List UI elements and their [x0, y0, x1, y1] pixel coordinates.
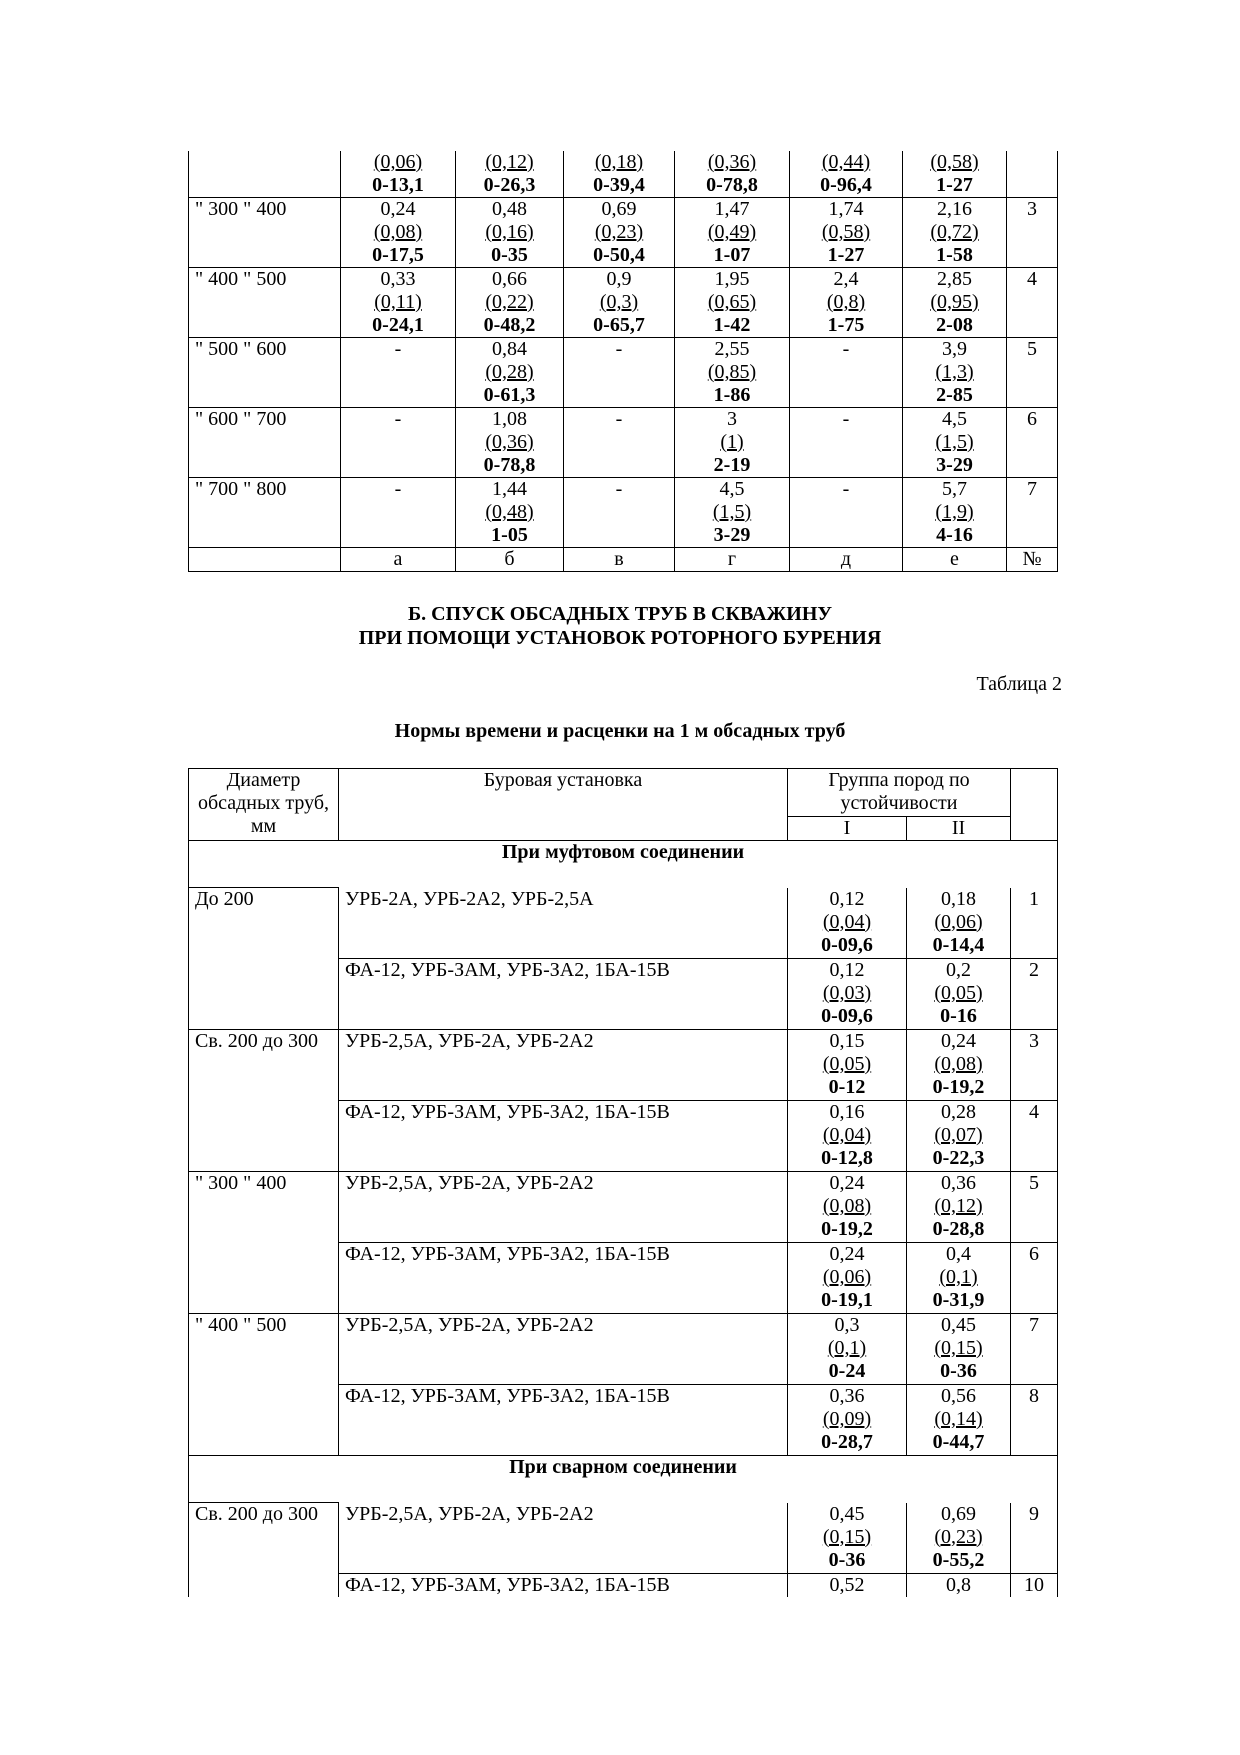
rate-paren-value: (0,85) — [707, 361, 757, 383]
value-cell — [564, 408, 675, 478]
value-cell — [564, 478, 675, 548]
value-cell — [675, 151, 790, 198]
rate-price-code: 3-29 — [936, 454, 973, 476]
value-cell — [341, 338, 456, 408]
rate-price-code: 0-48,2 — [483, 314, 536, 336]
group-i-cell — [788, 1314, 907, 1385]
rate-paren-value: (1,5) — [935, 431, 974, 453]
rate-paren-value: (0,48) — [485, 501, 534, 523]
rate-paren-value: (0,15) — [822, 1525, 872, 1548]
rate-value: 2,16 — [937, 198, 972, 220]
value-cell — [564, 151, 675, 198]
rate-price-code: 1-86 — [713, 384, 751, 406]
row-number: 2 — [1011, 959, 1058, 1030]
row-number: 10 — [1011, 1574, 1058, 1598]
rate-value: 0,69 — [941, 1502, 976, 1525]
rate-price-code: 1-05 — [491, 524, 528, 546]
rig-cell: ФА-12, УРБ-ЗАМ, УРБ-ЗА2, 1БА-15В — [339, 959, 788, 1030]
rate-paren-value: (0,08) — [373, 221, 423, 243]
value-cell — [675, 198, 790, 268]
rate-paren-value: (1,5) — [712, 501, 752, 523]
rate-price-code: 0-09,6 — [821, 1005, 873, 1027]
rate-paren-value: (0,06) — [934, 910, 983, 933]
group-i-cell — [788, 1574, 907, 1598]
table-row — [189, 338, 1058, 408]
rate-value: 0,4 — [946, 1243, 971, 1265]
group-ii-cell — [907, 1172, 1011, 1243]
rate-value: 0,3 — [834, 1314, 860, 1336]
rate-value: 0,18 — [941, 887, 976, 910]
table-row — [189, 478, 1058, 548]
rate-paren-value: (0,06) — [373, 151, 423, 173]
rate-price-code: 1-27 — [936, 174, 973, 196]
rate-price-code: 1-58 — [936, 244, 973, 266]
rate-paren-value: (0,09) — [822, 1408, 872, 1430]
rate-value: 4,5 — [719, 478, 745, 500]
rate-paren-value: (0,03) — [822, 982, 872, 1004]
section-title-line2: ПРИ ПОМОЩИ УСТАНОВОК РОТОРНОГО БУРЕНИЯ — [358, 627, 882, 649]
diameter-cell: До 200 — [189, 888, 339, 1030]
rate-value: - — [842, 478, 850, 500]
table-row — [189, 198, 1058, 268]
group-ii-cell — [907, 1314, 1011, 1385]
rate-value: 0,45 — [941, 1314, 976, 1336]
casing-pipe-norms-table — [188, 768, 1058, 1597]
row-number: 3 — [1011, 1030, 1058, 1101]
rate-paren-value: (0,8) — [826, 291, 866, 313]
value-cell — [903, 198, 1007, 268]
rate-value: - — [615, 478, 623, 500]
value-cell — [456, 151, 564, 198]
rate-paren-value: (0,16) — [485, 221, 534, 243]
table-row — [189, 1503, 1058, 1574]
table-row — [189, 1314, 1058, 1385]
rate-value: - — [615, 338, 623, 360]
column-letter: б — [456, 548, 564, 572]
row-label: " 300 " 400 — [189, 198, 341, 268]
rate-price-code: 0-13,1 — [372, 174, 424, 196]
rate-price-code: 0-65,7 — [593, 314, 645, 336]
rate-value: 0,69 — [601, 198, 637, 220]
rate-value: 0,36 — [941, 1172, 976, 1194]
rate-price-code: 0-12 — [828, 1076, 866, 1098]
rate-paren-value: (1) — [720, 431, 744, 453]
rate-price-code: 0-19,2 — [821, 1218, 873, 1240]
rate-price-code: 0-17,5 — [372, 244, 424, 266]
rate-price-code: 3-29 — [713, 524, 751, 546]
rate-paren-value: (0,12) — [934, 1195, 983, 1217]
rate-price-code: 0-16 — [940, 1005, 977, 1027]
column-letters-row — [189, 548, 1058, 572]
group-i-cell — [788, 888, 907, 959]
rate-paren-value: (0,36) — [485, 431, 534, 453]
rate-paren-value: (0,23) — [594, 221, 644, 243]
group-ii-cell — [907, 1101, 1011, 1172]
value-cell — [341, 151, 456, 198]
rate-value: 0,16 — [829, 1101, 865, 1123]
rate-price-code: 0-19,2 — [932, 1076, 985, 1098]
rate-paren-value: (0,49) — [707, 221, 757, 243]
column-letter — [189, 548, 341, 572]
rate-paren-value: (0,1) — [827, 1337, 867, 1359]
rate-price-code: 0-26,3 — [483, 174, 536, 196]
rate-value: 3 — [727, 408, 737, 430]
rate-paren-value: (0,05) — [822, 1053, 872, 1075]
rate-paren-value: (0,08) — [934, 1053, 983, 1075]
rate-paren-value: (0,12) — [485, 151, 534, 173]
rate-paren-value: (0,04) — [822, 910, 872, 933]
rate-value: 0,24 — [829, 1243, 865, 1265]
rate-paren-value: (0,22) — [485, 291, 534, 313]
value-cell — [456, 268, 564, 338]
rate-price-code: 0-78,8 — [706, 174, 758, 196]
column-letter: г — [675, 548, 790, 572]
value-cell — [790, 151, 903, 198]
row-number — [1007, 151, 1058, 198]
value-cell — [790, 338, 903, 408]
rate-value: 0,28 — [941, 1101, 976, 1123]
group-ii-cell — [907, 1243, 1011, 1314]
rate-price-code: 2-08 — [936, 314, 973, 336]
rate-price-code: 0-19,1 — [821, 1289, 873, 1311]
value-cell — [564, 268, 675, 338]
value-cell — [903, 408, 1007, 478]
value-cell — [675, 408, 790, 478]
value-cell — [564, 198, 675, 268]
rig-cell: УРБ-2,5А, УРБ-2А, УРБ-2А2 — [339, 1172, 788, 1243]
group-ii-cell — [907, 1385, 1011, 1456]
rate-paren-value: (0,23) — [934, 1525, 983, 1548]
table-number-label: Таблица 2 — [976, 673, 1062, 695]
rate-value: 1,08 — [492, 408, 527, 430]
value-cell — [790, 478, 903, 548]
rate-paren-value: (0,15) — [934, 1337, 983, 1359]
row-number: 1 — [1011, 888, 1058, 959]
norms-table-continuation — [188, 151, 1058, 572]
row-number: 5 — [1011, 1172, 1058, 1243]
rig-cell: УРБ-2,5А, УРБ-2А, УРБ-2А2 — [339, 1030, 788, 1101]
rig-cell: ФА-12, УРБ-ЗАМ, УРБ-ЗА2, 1БА-15В — [339, 1574, 788, 1598]
rate-price-code: 0-22,3 — [932, 1147, 985, 1169]
table-row — [189, 408, 1058, 478]
column-letter: № — [1007, 548, 1058, 572]
column-letter: в — [564, 548, 675, 572]
row-number: 7 — [1007, 478, 1058, 548]
section-title: При сварном соединении — [189, 1456, 1058, 1503]
rate-paren-value: (0,06) — [822, 1266, 872, 1288]
rate-value: 0,33 — [380, 268, 416, 290]
rate-paren-value: (0,11) — [374, 291, 422, 313]
table-row — [189, 1030, 1058, 1101]
group-i-cell — [788, 1503, 907, 1574]
row-label: " 500 " 600 — [189, 338, 341, 408]
value-cell — [456, 338, 564, 408]
rate-value: 4,5 — [942, 408, 967, 430]
rate-value: 0,15 — [829, 1030, 865, 1052]
rate-price-code: 0-09,6 — [821, 933, 873, 956]
header-row — [189, 769, 1058, 817]
rate-price-code: 0-36 — [828, 1548, 866, 1571]
value-cell — [564, 338, 675, 408]
value-cell — [675, 268, 790, 338]
section-row — [189, 841, 1058, 888]
rate-value: 0,36 — [829, 1385, 865, 1407]
rate-value: 1,47 — [714, 198, 750, 220]
number-header — [1011, 769, 1058, 841]
rate-paren-value: (0,04) — [822, 1124, 872, 1146]
row-number: 9 — [1011, 1503, 1058, 1574]
rate-value: 0,84 — [492, 338, 527, 360]
rate-price-code: 2-85 — [936, 384, 973, 406]
rate-price-code: 1-75 — [827, 314, 865, 336]
row-number: 7 — [1011, 1314, 1058, 1385]
rate-value: - — [394, 478, 402, 500]
table-row — [189, 151, 1058, 198]
rate-paren-value: (0,14) — [934, 1408, 983, 1430]
group-i-cell — [788, 1030, 907, 1101]
rate-value: 0,24 — [941, 1030, 976, 1052]
rate-price-code: 0-24 — [828, 1360, 866, 1382]
rate-paren-value: (0,95) — [930, 291, 979, 313]
rate-value: 3,9 — [942, 338, 967, 360]
row-label: " 700 " 800 — [189, 478, 341, 548]
rate-price-code: 1-07 — [713, 244, 751, 266]
value-cell — [675, 338, 790, 408]
row-number: 5 — [1007, 338, 1058, 408]
rate-value: 2,4 — [833, 268, 859, 290]
rate-price-code: 2-19 — [713, 454, 751, 476]
rate-value: 0,24 — [829, 1172, 865, 1194]
rate-price-code: 0-61,3 — [483, 384, 536, 406]
rate-value: 0,12 — [829, 959, 865, 981]
value-cell — [790, 198, 903, 268]
rig-cell: ФА-12, УРБ-ЗАМ, УРБ-ЗА2, 1БА-15В — [339, 1101, 788, 1172]
rate-value: 1,95 — [714, 268, 750, 290]
rate-price-code: 0-96,4 — [820, 174, 872, 196]
row-number: 6 — [1007, 408, 1058, 478]
rate-paren-value: (0,07) — [934, 1124, 983, 1146]
rate-paren-value: (0,18) — [594, 151, 644, 173]
value-cell — [675, 478, 790, 548]
group-i-cell — [788, 1243, 907, 1314]
rate-value: 0,48 — [492, 198, 527, 220]
value-cell — [903, 151, 1007, 198]
row-number: 4 — [1007, 268, 1058, 338]
rate-price-code: 0-24,1 — [372, 314, 424, 336]
value-cell — [456, 478, 564, 548]
rate-value: 0,2 — [946, 959, 971, 981]
rate-paren-value: (1,9) — [935, 501, 974, 523]
value-cell — [341, 198, 456, 268]
value-cell — [790, 268, 903, 338]
rate-value: 0,12 — [829, 887, 865, 910]
column-letter: е — [903, 548, 1007, 572]
rate-paren-value: (0,3) — [599, 291, 639, 313]
rate-value: 0,9 — [606, 268, 632, 290]
group-ii-cell — [907, 888, 1011, 959]
rate-paren-value: (0,08) — [822, 1195, 872, 1217]
rate-paren-value: (0,05) — [934, 982, 983, 1004]
value-cell — [903, 338, 1007, 408]
section-title-line1: Б. СПУСК ОБСАДНЫХ ТРУБ В СКВАЖИНУ — [407, 603, 833, 625]
row-label: " 600 " 700 — [189, 408, 341, 478]
table-row — [189, 268, 1058, 338]
value-cell — [903, 478, 1007, 548]
group-i-cell — [788, 1101, 907, 1172]
value-cell — [341, 478, 456, 548]
rate-value: - — [842, 408, 850, 430]
row-label: " 400 " 500 — [189, 268, 341, 338]
rate-price-code: 0-50,4 — [593, 244, 645, 266]
rate-value: 2,55 — [714, 338, 750, 360]
value-cell — [456, 408, 564, 478]
value-cell — [341, 408, 456, 478]
table-row — [189, 888, 1058, 959]
rate-price-code: 4-16 — [936, 524, 973, 546]
rig-cell: ФА-12, УРБ-ЗАМ, УРБ-ЗА2, 1БА-15В — [339, 1385, 788, 1456]
group-ii-cell — [907, 959, 1011, 1030]
rig-cell: ФА-12, УРБ-ЗАМ, УРБ-ЗА2, 1БА-15В — [339, 1243, 788, 1314]
rate-price-code: 1-42 — [713, 314, 751, 336]
rate-paren-value: (0,28) — [485, 361, 534, 383]
value-cell — [790, 408, 903, 478]
value-cell — [903, 268, 1007, 338]
rate-value: 0,24 — [380, 198, 416, 220]
rate-price-code: 0-12,8 — [821, 1147, 873, 1169]
rig-header: Буровая установка — [339, 769, 788, 841]
column-letter: д — [790, 548, 903, 572]
row-number: 3 — [1007, 198, 1058, 268]
group-ii-header: II — [907, 817, 1011, 841]
rate-paren-value: (0,1) — [939, 1266, 978, 1288]
rock-group-header: Группа пород по устойчивости — [788, 769, 1011, 817]
rate-price-code: 1-27 — [827, 244, 865, 266]
row-number: 8 — [1011, 1385, 1058, 1456]
group-i-cell — [788, 959, 907, 1030]
rate-paren-value: (0,58) — [821, 221, 871, 243]
rate-price-code: 0-36 — [940, 1360, 977, 1382]
value-cell — [341, 268, 456, 338]
rate-value: 0,66 — [492, 268, 527, 290]
diameter-header: Диаметр обсадных труб, мм — [189, 769, 339, 841]
row-number: 6 — [1011, 1243, 1058, 1314]
rate-paren-value: (0,72) — [930, 221, 979, 243]
table-row — [189, 1172, 1058, 1243]
rate-paren-value: (0,65) — [707, 291, 757, 313]
group-ii-cell — [907, 1574, 1011, 1598]
group-i-cell — [788, 1172, 907, 1243]
group-ii-cell — [907, 1503, 1011, 1574]
rate-price-code: 0-35 — [491, 244, 528, 266]
rig-cell: УРБ-2,5А, УРБ-2А, УРБ-2А2 — [339, 1503, 788, 1574]
row-number: 4 — [1011, 1101, 1058, 1172]
column-letter: а — [341, 548, 456, 572]
rate-value: - — [615, 408, 623, 430]
rate-price-code: 0-39,4 — [593, 174, 645, 196]
group-ii-cell — [907, 1030, 1011, 1101]
rate-price-code: 0-28,8 — [932, 1218, 985, 1240]
rate-value: - — [394, 408, 402, 430]
row-label — [189, 151, 341, 198]
rate-value: 0,52 — [829, 1574, 865, 1596]
rig-cell: УРБ-2,5А, УРБ-2А, УРБ-2А2 — [339, 1314, 788, 1385]
rate-price-code: 0-78,8 — [483, 454, 536, 476]
section-row — [189, 1456, 1058, 1503]
rate-value: 1,44 — [492, 478, 527, 500]
diameter-cell: " 300 " 400 — [189, 1172, 339, 1314]
rate-value: - — [842, 338, 850, 360]
rig-cell: УРБ-2А, УРБ-2А2, УРБ-2,5А — [339, 888, 788, 959]
diameter-cell: Св. 200 до 300 — [189, 1503, 339, 1598]
rate-value: 1,74 — [828, 198, 864, 220]
rate-paren-value: (0,58) — [930, 151, 979, 173]
rate-price-code: 0-55,2 — [932, 1548, 985, 1571]
rate-value: 0,8 — [946, 1574, 971, 1596]
rate-value: 0,45 — [829, 1502, 865, 1525]
rate-value: 5,7 — [942, 478, 967, 500]
rate-price-code: 0-31,9 — [932, 1289, 985, 1311]
diameter-cell: Св. 200 до 300 — [189, 1030, 339, 1172]
rate-paren-value: (0,36) — [707, 151, 757, 173]
rate-paren-value: (1,3) — [935, 361, 974, 383]
rate-price-code: 0-28,7 — [821, 1431, 873, 1453]
rate-value: 2,85 — [937, 268, 972, 290]
table-caption: Нормы времени и расценки на 1 м обсадных труб — [394, 720, 846, 742]
rate-paren-value: (0,44) — [821, 151, 871, 173]
rate-value: - — [394, 338, 402, 360]
rate-value: 0,56 — [941, 1385, 976, 1407]
group-i-header: I — [788, 817, 907, 841]
section-title: При муфтовом соединении — [189, 841, 1058, 888]
rate-price-code: 0-14,4 — [932, 933, 985, 956]
group-i-cell — [788, 1385, 907, 1456]
value-cell — [456, 198, 564, 268]
rate-price-code: 0-44,7 — [932, 1431, 985, 1453]
diameter-cell: " 400 " 500 — [189, 1314, 339, 1456]
